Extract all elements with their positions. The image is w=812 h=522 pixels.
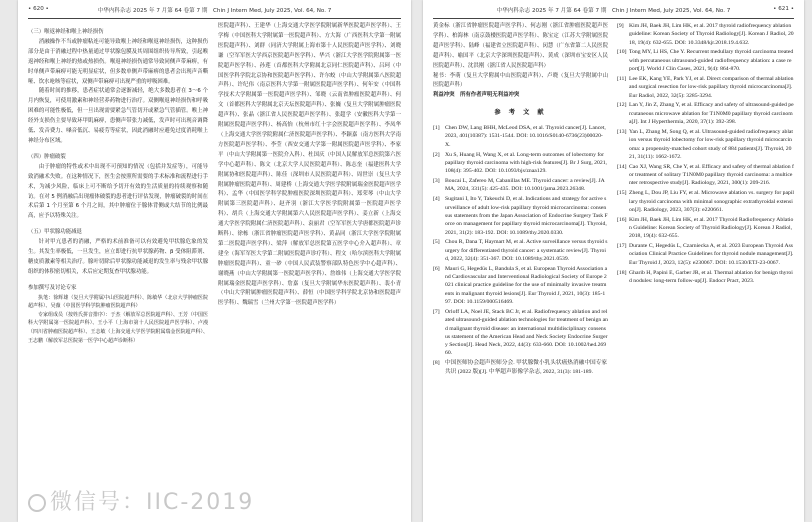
reference-text: Sugitani I, Ito Y, Takeuchi D, et al. Indications and strategy for active surveillance of adult low-risk papillary thyroid microcarcinoma: consensus statements from the Japan Association of Endocrine Surgery Task Force on management for papillary thyroid microcarcinoma[J]. Thyroid, 2021, 31(2): 183-192. DOI: 10.1089/thy.2020.0330.: [445, 196, 608, 236]
reference-item: [433, 151, 608, 176]
reference-item: [433, 308, 608, 358]
left-page-number: • 620 •: [28, 6, 49, 12]
reference-number: [2]: [433, 151, 440, 158]
reference-text: Durante C, Hegedüs L, Czarniecka A, et al. 2023 European Thyroid Association Clinical Practice Guidelines for thyroid nodule management[J]. Eur Thyroid J, 2023, 12(5): e230067. DOI: 10.1530/ETJ-23-0067.: [629, 243, 794, 266]
reference-text: Chou R, Dana T, Haymart M, et al. Active surveillance versus thyroid surgery for differentiated thyroid cancer: a systematic review[J]. Thyroid, 2022, 32(4): 351-367. DOI: 10.1089/thy.2021.0539.: [445, 239, 608, 262]
reference-number: [18]: [617, 269, 627, 276]
body-paragraph: 执笔：徐辉雄（复旦大学附属中山医院超声科）、陈敏华（北京大学肿瘤医院超声科）、吴薇（中国医学科学院肿瘤医院超声科）: [28, 294, 208, 310]
reference-item: [433, 238, 608, 263]
body-paragraph: 黄金标（浙江省肿瘤医院超声医学科）、何志刚（浙江省肿瘤医院超声医学科）、柏海林（南京鼓楼医院超声医学科）、陈宝定（江苏大学附属医院超声医学科）、陆峰（福建省立医院超声科）、闵慧（广东省第二人民医院超声科）、喻国平（北京大学深圳医院超声科）、黄成（深圳市宝安区人民医院超声科）、沈洪刚（浙江省人民医院超声科）: [433, 23, 608, 69]
reference-text: Xu S, Huang H, Wang X, et al. Long-term outcomes of lobectomy for papillary thyroid carcinoma with high-risk features[J]. Br J Surg, 2021, 108(4): 395-402. DOI: 10.1093/bjs/znaa129.: [445, 151, 607, 175]
reference-number: [3]: [433, 178, 440, 185]
reference-item: [617, 163, 794, 188]
right-column-1: [433, 22, 608, 517]
body-paragraph: 医院超声科）、王建华（上海交通大学医学院附属新华医院超声医学科）、王学梅（中国医科大学附属第一医院超声科）、方大海（广西医科大学第一附属医院超声科）、刘群（同济大学附属上海市第十人民医院超声医学科）、刘晓谦（空军军医大学西京医院超声医学科）、华兴（浙江大学医学院附属第一医院超声医学科）、孙莲（首都医科大学附属北京同仁医院超声科）、吕珂（中国医学科学院北京协和医院超声医学科）、许尔蛟（中山大学附属第八医院超声科）、许纪伟（南京医科大学第一附属医院超声医学科）、何年安（中国科学技术大学附属第一医院超声医学科）、邹晓（云南省肿瘤医院超声科）、何文（首都医科大学附属北京天坛医院超声科）、张巍（复旦大学附属肿瘤医院超声科）、张晶（浙江省人民医院超声医学科）、张超学（安徽医科大学第一附属医院超声医学科）、杨高怡（杭州市红十字会医院超声医学科）、李凤华（上海交通大学医学院附属仁济医院超声医学科）、李颖嘉（南方医科大学南方医院超声医学科）、李莹（西安交通大学第一附属医院超声医学科）、李家平（中山大学附属第一医院介入科）、杜国庆（中国人民解放军总医院第六医学中心超声科）、陈文（北京大学人民医院超声科）、陈志奎（福建医科大学附属协和医院超声科）、陈佳（深圳市人民医院超声科）、周世崇（复旦大学附属肿瘤医院超声科）、周建桥（上海交通大学医学院附属瑞金医院超声医学科）、孟华（中国医学科学院肿瘤医院深圳医院超声科）、郑荣琴（中山大学附属第三医院超声科）、赵齐羽（浙江大学医学院附属第一医院超声医学科）、胡兵（上海交通大学附属第六人民医院超声医学科）、姜立新（上海交通大学医学院附属仁济医院超声科）、袁丽君（空军军医大学唐都医院超声诊断科）、徐栋（浙江省肿瘤医院超声医学科）、黄品同（浙江大学医学院附属第二医院超声医学科）、梁萍（解放军总医院第五医学中心介入超声科）、章建全（海军军医大学第二附属医院超声诊疗科）、程文（哈尔滨医科大学附属肿瘤医院超声科）、童一砂（中国人民武装警察部队特色医学中心超声科）、谢晓燕（中山大学附属第一医院超声医学科）、詹维伟（上海交通大学医学院附属瑞金医院超声医学科）、詹嘉（复旦大学附属华东医院超声科）、裴小青（中山大学附属肿瘤医院超声科）、薛恒（中国医学科学院北京协和医院超声医学科）、魏瑞雪（兰州大学第一医院超声医学科）: [218, 23, 401, 307]
reference-text: Yan L, Zhang M, Song Q, et al. Ultrasound-guided radiofrequency ablation versus thyroid lobectomy for low-risk papillary thyroid microcarcinoma: a propensity-matched cohort study of 884 patients[J]. Thyroid, 2021, 31(11): 1662-1672.: [629, 128, 794, 160]
reference-list-1: [433, 124, 608, 376]
reference-item: [617, 189, 794, 214]
section-heading: 参加撰写及讨论专家: [28, 284, 77, 291]
body-paragraph: 秘书：李萌（复旦大学附属中山医院超声科）、卢晓（复旦大学附属中山医院超声科）: [433, 72, 608, 89]
reference-list-2: [617, 22, 794, 517]
reference-item: [617, 242, 794, 267]
reference-item: [433, 265, 608, 306]
reference-text: Kim JH, Baek JH, Lim HK, et al. 2017 Thyroid Radiofrequency Ablation Guideline: Korean Society of Thyroid Radiology[J]. Korean J Radiol, 2018, 19(4): 632-655.: [629, 216, 794, 240]
reference-text: Kim JH, Baek JH, Lim HK, et al. 2017 thyroid radiofrequency ablation guideline: Korean Society of Thyroid Radiology[J]. Korean J Radiol, 2018, 19(4): 632-655. DOI: 10.3348/kjr.2018.19.4.632.: [629, 23, 794, 46]
reference-number: [14]: [617, 163, 627, 170]
reference-item: [617, 101, 794, 126]
body-paragraph: 消融操作不当或肿瘤粘连可能导致喉上神经和喉返神经损伤，这种损伤部分是由于消融过程中热量通过甲状腺包膜及其周围组织传导所致，引起喉返神经和喉上神经的热或热损伤。喉返神经损伤通常导致同侧声带麻痹，有时单侧声带麻痹可能无明显症状，但多数单侧声带麻痹的患者会出现声音嘶哑、饮水呛咳等症状，双侧声带麻痹可出现严重的呼吸困难。: [28, 38, 208, 85]
reference-number: [11]: [617, 75, 627, 82]
left-column-1: [28, 22, 208, 517]
reference-item: [433, 124, 608, 149]
reference-number: [10]: [617, 49, 627, 56]
reference-text: Zheng L, Dou JP, Liu FY, et al. Microwave ablation vs. surgery for papillary thyroid carcinoma with minimal sonographic extrathyroidal extension[J]. Radiology, 2023, 307(3): e220661.: [629, 190, 794, 213]
reference-text: Chen DW, Lang BHH, McLeod DSA, et al. Thyroid cancer[J]. Lancet, 2023, 401(10387): 1531-1544. DOI: 10.1016/S0140-6736(23)00020-X.: [445, 125, 606, 148]
reference-text: Gharib H, Papini E, Garber JR, et al. Thermal ablation for benign thyroid nodules: long-term follow-up[J]. Endocr Pract, 2023.: [629, 269, 793, 284]
reference-number: [6]: [433, 265, 440, 272]
reference-number: [8]: [433, 360, 440, 367]
body-paragraph: 利益冲突 所有作者声明无利益冲突: [433, 92, 520, 99]
body-paragraph: 专家组成员（按姓氏拼音排序）：于杰（解放军总医院超声科）、王芳（中国医科大学附属第一医院超声科）、王小平（上海市第十人民医院超声医学科）、卢漫（四川省肿瘤医院超声科）、王志敏（上海交通大学医学院附属瑞金医院超声科）、王志鹏（解放军总医院第一医学中心超声诊断科）: [28, 311, 208, 344]
reference-number: [1]: [433, 125, 440, 132]
reference-text: Tong MY, Li HS, Che Y. Recurrent medullary thyroid carcinoma treated with percutaneous ultrasound-guided radiofrequency ablation: a case report[J]. World J Clin Cases, 2021, 9(4): 864-870.: [629, 49, 794, 73]
wechat-icon: [28, 494, 46, 512]
watermark: 微信号：IIC-2019: [28, 485, 254, 516]
reference-item: [617, 22, 794, 47]
section-heading: （四）肿瘤破裂: [28, 153, 66, 160]
left-page: [18, 0, 411, 522]
reference-number: [9]: [617, 23, 624, 29]
reference-text: Lan Y, Jin Z, Zhang Y, et al. Efficacy and safety of ultrasound-guided percutaneous microwave ablation for T1N0M0 papillary thyroid carcinoma[J]. Int J Hyperthermia, 2020, 37(1): 392-398.: [629, 102, 794, 126]
reference-number: [7]: [433, 308, 440, 315]
reference-item: [617, 48, 794, 73]
reference-number: [4]: [433, 196, 440, 203]
reference-text: Mauri G, Hegedüs L, Bandula S, et al. European Thyroid Association and Cardiovascular and Interventional Radiological Society of Europe 2021 clinical practice guideline for the use of minimally invasive treatments in malignant thyroid lesions[J]. Eur Thyroid J, 2021, 10(3): 185-197. DOI: 10.1159/000516469.: [445, 265, 608, 306]
reference-number: [17]: [617, 243, 627, 250]
left-page-header: [28, 6, 401, 19]
body-paragraph: 针对甲亢患者的消融，严格的术前准备可以有效避免甲状腺危象的发生。其发生率极低，一旦发生，应立即进行抗甲状腺药物、β 受体阻滞剂、糖皮质激素等相关治疗。腺叶切除后甲状腺功能减退的发生率与残余甲状腺组织的体积密切相关，术后应定期复查甲状腺功能。: [28, 239, 208, 275]
reference-number: [5]: [433, 239, 440, 246]
reference-text: Lee EK, Kang YE, Park YJ, et al. Direct comparison of thermal ablation and surgical resection for low-risk papillary thyroid microcarcinoma[J]. Eur Radiol, 2022, 32(5): 3285-3294.: [629, 75, 794, 99]
references-title: 参 考 文 献: [494, 109, 547, 117]
right-page-header: [433, 6, 794, 19]
left-journal-header: 中华内科杂志 2025 年 7 月第 64 卷第 7 期 Chin J Intern Med, July 2025, Vol. 64, No. 7: [97, 8, 332, 14]
contributors-continued: [433, 22, 608, 101]
left-column-2: [218, 22, 401, 517]
reference-item: [617, 216, 794, 241]
section-heading: （五）甲状腺功能减退: [28, 229, 82, 236]
body-paragraph: 随着时间的推移，患者症状通常会逐渐减轻，绝大多数患者在 3～6 个月内恢复，可使用激素和神经营养药物进行治疗。双侧喉返神经损伤和呼吸困难的可能性极低，但一旦出现需要紧急气管切开或紧急气管插管。喉上神经外支损伤主要导致环甲肌麻痹，患侧声带张力减低，发声时可出现音调降低、发音费力、嗓音低沉、易疲劳等症状，因此消融时应避免过度消耗喉上神经分布区域。: [28, 88, 208, 144]
body-paragraph: 由于肿瘤的特性或术中出现不可预知的情况（包括并发症等），可能导致消融术失败。在这种情况下，医生会按照所需要的手术标准和流程进行手术，为减少风险，临床上可不断给予切开有效的生活质量的持续观察和随访。在对 5 例消融后出现瘤体破裂的患者进行评估发现，肿瘤破裂的时间在术后第 1 个月至第 6 个月之间，其中肿瘤位于腺体背侧或大结节的比例最高，应予以特殊关注。: [28, 163, 208, 220]
reference-text: 中国医师协会超声医师分会. 甲状腺微小乳头状癌热消融中国专家共识 (2022 版)[J]. 中华超声影像学杂志, 2022, 31(3): 181-189.: [445, 360, 608, 375]
section-heading: （三）喉返神经和喉上神经损伤: [28, 29, 104, 35]
reference-item: [617, 269, 794, 286]
reference-item: [433, 359, 608, 376]
right-journal-header: 中华内科杂志 2025 年 7 月第 64 卷第 7 期 Chin J Intern Med, July 2025, Vol. 64, No. 7: [496, 8, 731, 14]
reference-item: [433, 195, 608, 236]
reference-number: [12]: [617, 102, 627, 109]
reference-item: [617, 128, 794, 161]
right-page-number: • 621 •: [773, 6, 794, 12]
right-page: [423, 0, 804, 522]
reference-text: Orloff LA, Noel JE, Stack BC Jr, et al. Radiofrequency ablation and related ultrasound-guided ablation technologies for treatment of benign and malignant thyroid disease: an international multidisciplinary consensus statement of the American Head and Neck Society Endocrine Surgery Section[J]. Head Neck, 2022, 44(3): 633-660. DOI: 10.1002/hed.26960.: [445, 308, 608, 357]
reference-item: [433, 177, 608, 194]
reference-number: [13]: [617, 128, 627, 135]
reference-text: Boucai L, Zafereo M, Cabanillas ME. Thyroid cancer: a review[J]. JAMA, 2024, 331(5): 425-435. DOI: 10.1001/jama.2023.26348.: [445, 178, 605, 193]
reference-number: [15]: [617, 190, 627, 197]
reference-number: [16]: [617, 216, 627, 223]
reference-item: [617, 75, 794, 100]
reference-text: Cao XJ, Wang SR, Che Y, et al. Efficacy and safety of thermal ablation for treatment of solitary T1N0M0 papillary thyroid carcinoma: a multicenter retrospective study[J]. Radiology, 2021, 300(1): 209-216.: [629, 163, 794, 187]
